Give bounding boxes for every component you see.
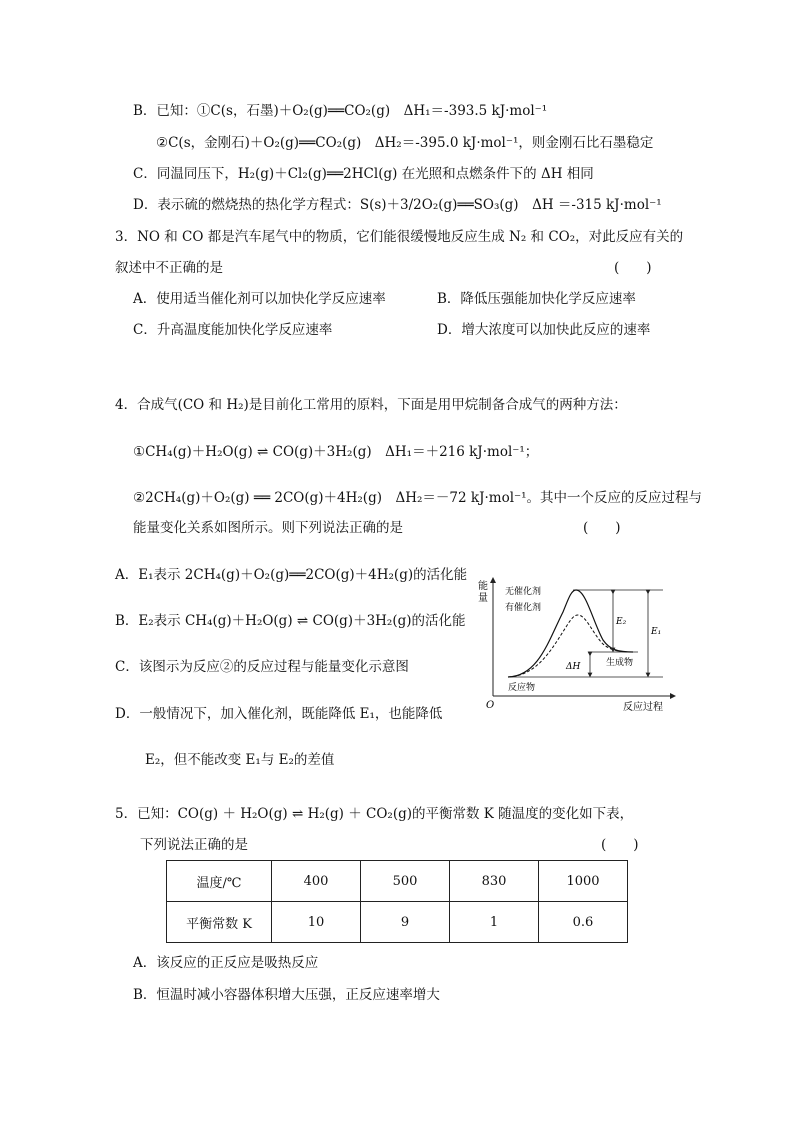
- table-row: [167, 902, 628, 943]
- table-cell: 830: [450, 861, 539, 902]
- table-cell: 400: [272, 861, 361, 902]
- reactant-label: 反应物: [508, 683, 536, 693]
- table-cell: 500: [361, 861, 450, 902]
- table-cell: 9: [361, 902, 450, 943]
- q4-stem: 4．合成气(CO 和 H₂)是目前化工常用的原料，下面是用甲烷制备合成气的两种方法：: [115, 397, 627, 413]
- no-catalyst-label: 无催化剂: [505, 587, 542, 597]
- y-label-1: 能: [478, 581, 488, 592]
- x-label: 反应过程: [623, 702, 663, 713]
- q5-stem-line2: 下列说法正确的是: [140, 837, 248, 853]
- with-catalyst-label: 有催化剂: [505, 603, 542, 613]
- q3-stem-line1: 3．NO 和 CO 都是汽车尾气中的物质，它们能很缓慢地反应生成 N₂ 和 CO₂，对此反应有关的: [115, 229, 684, 245]
- table-header-k: 平衡常数 K: [167, 902, 272, 943]
- dh-label: ΔH: [566, 662, 581, 672]
- y-label-2: 量: [478, 593, 488, 604]
- q4-option-d-line2: E₂，但不能改变 E₁与 E₂的差值: [145, 752, 335, 768]
- origin-label: O: [486, 700, 495, 711]
- e2-label: E₂: [616, 617, 627, 627]
- q4-option-b: B．E₂表示 CH₄(g)＋H₂O(g) ⇌ CO(g)＋3H₂(g)的活化能: [115, 613, 466, 629]
- q4-answer-paren: ( ): [583, 520, 621, 536]
- q4-equation-2: ②2CH₄(g)＋O₂(g) ══ 2CO(g)＋4H₂(g) ΔH₂＝－72 kJ·mol⁻¹。其中一个反应的反应过程与: [133, 490, 703, 506]
- q5-stem-line1: 5．已知：CO(g) ＋ H₂O(g) ⇌ H₂(g) ＋ CO₂(g)的平衡常数 K 随温度的变化如下表，: [115, 806, 634, 822]
- q5-option-b: B．恒温时减小容器体积增大压强，正反应速率增大: [133, 987, 440, 1003]
- q4-option-a: A．E₁表示 2CH₄(g)＋O₂(g)══2CO(g)＋4H₂(g)的活化能: [115, 567, 468, 583]
- table-cell: 1000: [539, 861, 628, 902]
- table-cell: 0.6: [539, 902, 628, 943]
- table-row: [167, 861, 628, 902]
- q5-answer-paren: ( ): [601, 837, 639, 853]
- q3-option-a: A．使用适当催化剂可以加快化学反应速率: [133, 291, 386, 307]
- q4-equation-1: ①CH₄(g)＋H₂O(g) ⇌ CO(g)＋3H₂(g) ΔH₁＝＋216 kJ·mol⁻¹；: [133, 444, 539, 460]
- q2-option-d: D．表示硫的燃烧热的热化学方程式：S(s)＋3/2O₂(g)══SO₃(g) ΔH ＝-315 kJ·mol⁻¹: [133, 197, 662, 213]
- e1-label: E₁: [651, 627, 662, 637]
- energy-profile-diagram: [468, 572, 678, 720]
- q2-option-c: C．同温同压下，H₂(g)＋Cl₂(g)══2HCl(g) 在光照和点燃条件下的 ΔH 相同: [133, 166, 594, 182]
- q4-option-c: C．该图示为反应②的反应过程与能量变化示意图: [115, 659, 409, 675]
- q3-option-b: B．降低压强能加快化学反应速率: [437, 291, 636, 307]
- q2-option-b-line2: ②C(s，金刚石)＋O₂(g)══CO₂(g) ΔH₂＝-395.0 kJ·mol⁻¹，则金刚石比石墨稳定: [156, 135, 654, 151]
- equilibrium-constant-table: [166, 860, 628, 943]
- product-label: 生成物: [606, 658, 634, 668]
- q4-option-d-line1: D．一般情况下，加入催化剂，既能降低 E₁，也能降低: [115, 706, 443, 722]
- q3-stem-line2: 叙述中不正确的是: [115, 260, 223, 276]
- q3-answer-paren: ( ): [614, 260, 652, 276]
- q3-option-d: D．增大浓度可以加快此反应的速率: [437, 322, 651, 338]
- q2-option-b-line1: B．已知：①C(s，石墨)＋O₂(g)══CO₂(g) ΔH₁＝-393.5 kJ·mol⁻¹: [133, 103, 548, 119]
- q4-equation-2-cont: 能量变化关系如图所示。则下列说法正确的是: [133, 520, 403, 536]
- q5-option-a: A．该反应的正反应是吸热反应: [133, 955, 319, 971]
- table-header-temp: 温度/℃: [167, 861, 272, 902]
- table-cell: 10: [272, 902, 361, 943]
- q3-option-c: C．升高温度能加快化学反应速率: [133, 322, 333, 338]
- table-cell: 1: [450, 902, 539, 943]
